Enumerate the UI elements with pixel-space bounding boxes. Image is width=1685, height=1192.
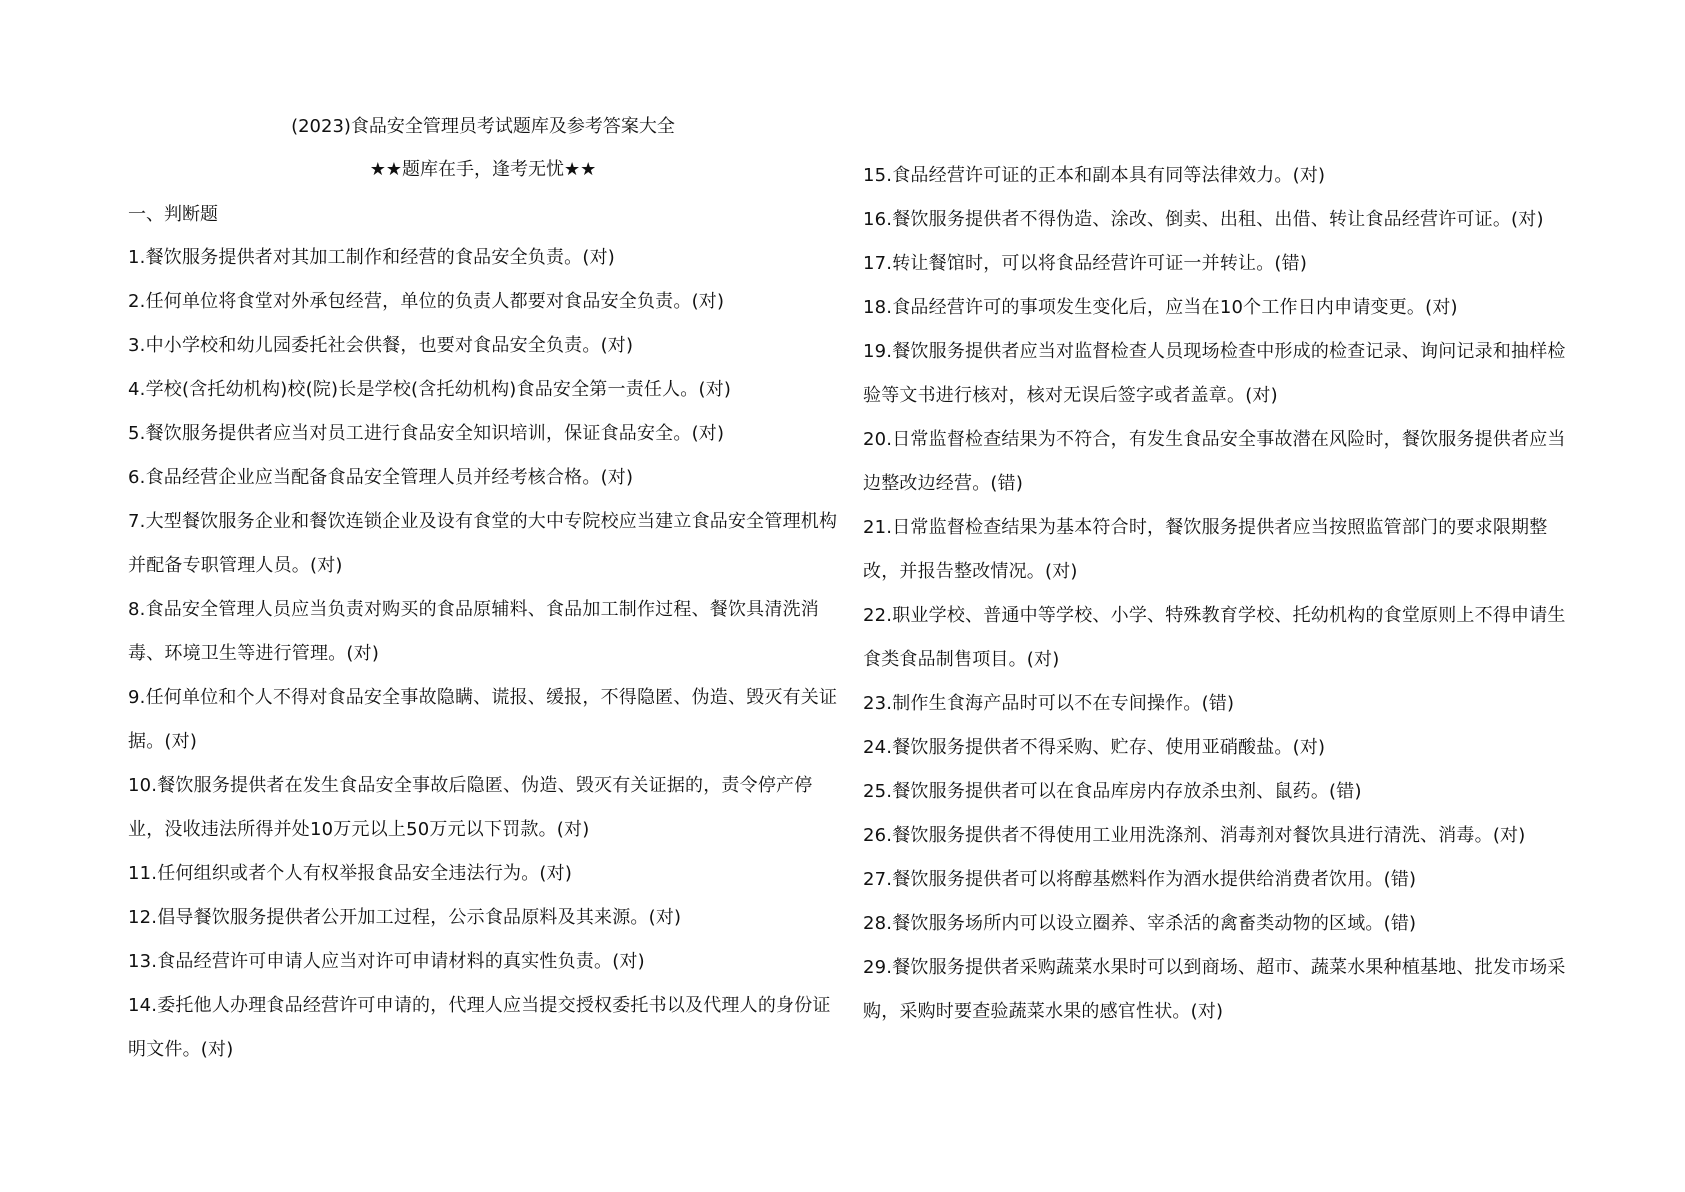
question-item: 21.日常监督检查结果为基本符合时，餐饮服务提供者应当按照监管部门的要求限期整改，并报告整改情况。(对) [863,517,1548,582]
document-title: (2023)食品安全管理员考试题库及参考答案大全 [291,116,675,137]
question-item: 7.大型餐饮服务企业和餐饮连锁企业及设有食堂的大中专院校应当建立食品安全管理机构并配备专职管理人员。(对) [128,511,838,576]
question-list-left [128,236,838,1072]
question-item: 6.食品经营企业应当配备食品安全管理人员并经考核合格。(对) [128,467,634,488]
question-item: 2.任何单位将食堂对外承包经营，单位的负责人都要对食品安全负责。(对) [128,291,725,312]
question-item: 11.任何组织或者个人有权举报食品安全违法行为。(对) [128,863,573,884]
left-column [128,108,838,1072]
question-item: 3.中小学校和幼儿园委托社会供餐，也要对食品安全负责。(对) [128,335,634,356]
question-item: 27.餐饮服务提供者可以将醇基燃料作为酒水提供给消费者饮用。(错) [863,869,1417,890]
question-item: 8.食品安全管理人员应当负责对购买的食品原辅料、食品加工制作过程、餐饮具清洗消毒、环境卫生等进行管理。(对) [128,599,819,664]
question-item: 1.餐饮服务提供者对其加工制作和经营的食品安全负责。(对) [128,247,616,268]
question-item: 23.制作生食海产品时可以不在专间操作。(错) [863,693,1235,714]
question-list-right [863,154,1578,1034]
question-item: 19.餐饮服务提供者应当对监督检查人员现场检查中形成的检查记录、询问记录和抽样检验等文书进行核对，核对无误后签字或者盖章。(对) [863,341,1566,406]
question-item: 12.倡导餐饮服务提供者公开加工过程，公示食品原料及其来源。(对) [128,907,682,928]
question-item: 15.食品经营许可证的正本和副本具有同等法律效力。(对) [863,165,1326,186]
question-item: 29.餐饮服务提供者采购蔬菜水果时可以到商场、超市、蔬菜水果种植基地、批发市场采购，采购时要查验蔬菜水果的感官性状。(对) [863,957,1566,1022]
question-item: 13.食品经营许可申请人应当对许可申请材料的真实性负责。(对) [128,951,645,972]
question-item: 24.餐饮服务提供者不得采购、贮存、使用亚硝酸盐。(对) [863,737,1326,758]
question-item: 20.日常监督检查结果为不符合，有发生食品安全事故潜在风险时，餐饮服务提供者应当边整改边经营。(错) [863,429,1566,494]
question-item: 17.转让餐馆时，可以将食品经营许可证一并转让。(错) [863,253,1308,274]
question-item: 4.学校(含托幼机构)校(院)长是学校(含托幼机构)食品安全第一责任人。(对) [128,379,732,400]
question-item: 18.食品经营许可的事项发生变化后，应当在10个工作日内申请变更。(对) [863,297,1458,318]
section-heading: 一、判断题 [128,204,218,225]
question-item: 9.任何单位和个人不得对食品安全事故隐瞒、谎报、缓报，不得隐匿、伪造、毁灭有关证据。(对) [128,687,838,752]
question-item: 16.餐饮服务提供者不得伪造、涂改、倒卖、出租、出借、转让食品经营许可证。(对) [863,209,1544,230]
question-item: 10.餐饮服务提供者在发生食品安全事故后隐匿、伪造、毁灭有关证据的，责令停产停业，没收违法所得并处10万元以上50万元以下罚款。(对) [128,775,813,840]
question-item: 14.委托他人办理食品经营许可申请的，代理人应当提交授权委托书以及代理人的身份证明文件。(对) [128,995,831,1060]
question-item: 5.餐饮服务提供者应当对员工进行食品安全知识培训，保证食品安全。(对) [128,423,725,444]
question-item: 22.职业学校、普通中等学校、小学、特殊教育学校、托幼机构的食堂原则上不得申请生食类食品制售项目。(对) [863,605,1566,670]
document-subtitle: ★★题库在手，逢考无忧★★ [369,159,597,180]
question-item: 26.餐饮服务提供者不得使用工业用洗涤剂、消毒剂对餐饮具进行清洗、消毒。(对) [863,825,1526,846]
right-column [863,154,1578,1034]
question-item: 28.餐饮服务场所内可以设立圈养、宰杀活的禽畜类动物的区域。(错) [863,913,1417,934]
question-item: 25.餐饮服务提供者可以在食品库房内存放杀虫剂、鼠药。(错) [863,781,1362,802]
